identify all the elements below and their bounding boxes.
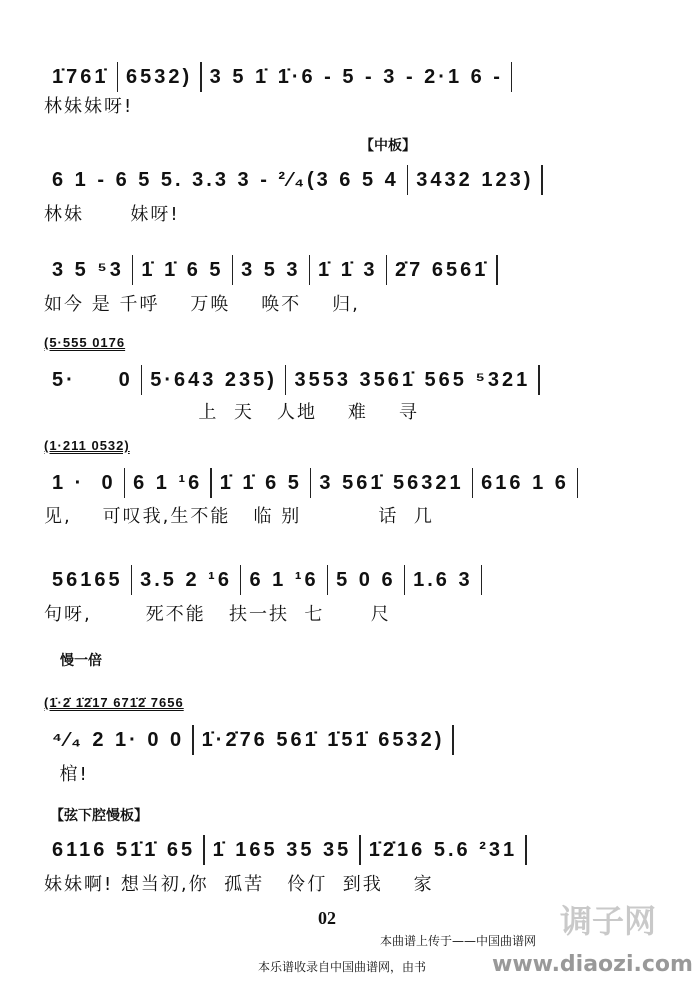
measure: 3553 3561̇ 565 ⁵321 — [294, 368, 531, 391]
measure: 5· 0 — [52, 368, 133, 391]
measure: 1̇761̇ — [52, 65, 109, 88]
measure: 1̇ 1̇ 3 — [318, 258, 378, 281]
measure: 1̇·2̇76 561̇ 1̇51̇ 6532) — [201, 728, 445, 751]
measure: ⁴⁄₄ 2 1· 0 0 — [52, 728, 185, 751]
notation-line — [44, 835, 527, 865]
measure: 6116 51̇1̇ 65 — [52, 838, 196, 861]
notation-line — [44, 62, 512, 92]
measure: 6 1 ¹6 — [133, 471, 203, 494]
barline — [496, 255, 498, 285]
measure: 6 1 ¹6 — [249, 568, 319, 591]
measure: 5·643 235) — [150, 368, 277, 391]
measure: 1̇ 165 35 35 — [212, 838, 352, 861]
lyric-line: 句呀, 死不能 扶一扶 七 尺 — [44, 604, 391, 625]
lyric-line: 妹妹啊! 想当初,你 孤苦 伶仃 到我 家 — [44, 874, 434, 895]
measure: 3 5 ⁵3 — [52, 258, 124, 281]
measure: 3 5 1̇ 1̇·6 - 5 - 3 - 2·1 6 - — [209, 65, 503, 88]
barline — [525, 835, 527, 865]
barline — [511, 62, 513, 92]
measure: 1̇ 1̇ 6 5 — [141, 258, 224, 281]
watermark-url: www.diaozi.com — [492, 952, 693, 977]
lyric-line: 见, 可叹我,生不能 临 别 话 几 — [44, 506, 434, 527]
measure: 2̇7 6561̇ — [395, 258, 489, 281]
measure: 5 0 6 — [336, 568, 396, 591]
instrumental-line: (5·555 0176 — [44, 335, 126, 350]
source-credit: 本乐谱收录自中国曲谱网，由书 — [258, 960, 427, 974]
notation-line — [44, 725, 454, 755]
tempo-marker: 【弦下腔慢板】 — [50, 808, 148, 824]
measure: 1̇2̇16 5.6 ²31 — [368, 838, 518, 861]
measure: 3432 123) — [416, 168, 534, 191]
notation-line — [44, 365, 540, 395]
measure: 6532) — [126, 65, 193, 88]
measure: 3.5 2 ¹6 — [140, 568, 232, 591]
measure: 6 1 - 6 5 5. 3.3 3 - ²⁄₄(3 6 5 4 — [52, 168, 399, 191]
instrumental-line: (1·211 0532) — [44, 438, 130, 453]
lyric-line: 林妹 妹呀! — [44, 204, 180, 225]
lyric-line: 上 天 人地 难 寻 — [44, 402, 419, 423]
measure: 616 1 6 — [481, 471, 569, 494]
instrumental-line: (1̇·2̇ 1̇2̇17 671̇2̇ 7656 — [44, 695, 184, 710]
lyric-line: 林妹妹呀! — [44, 96, 134, 117]
measure: 1̇ 1̇ 6 5 — [219, 471, 302, 494]
lyric-line: 如今 是 千呼 万唤 唤不 归, — [44, 294, 360, 315]
watermark-logo: 调子网 — [560, 902, 657, 940]
lyric-line: 棺! — [44, 764, 89, 785]
measure: 3 561̇ 56321 — [319, 471, 464, 494]
barline — [538, 365, 540, 395]
measure: 56165 — [52, 568, 123, 591]
tempo-note: 慢一倍 — [60, 653, 102, 669]
barline — [541, 165, 543, 195]
measure: 3 5 3 — [241, 258, 301, 281]
barline — [577, 468, 579, 498]
measure: 1.6 3 — [413, 568, 473, 591]
notation-line — [44, 565, 482, 595]
upload-credit: 本曲谱上传于——中国曲谱网 — [380, 934, 537, 948]
notation-line — [44, 255, 498, 285]
notation-line — [44, 468, 578, 498]
tempo-marker: 【中板】 — [360, 138, 416, 154]
notation-line — [44, 165, 543, 195]
barline — [481, 565, 483, 595]
measure: 1 · 0 — [52, 471, 116, 494]
barline — [452, 725, 454, 755]
page-number: 02 — [318, 908, 336, 928]
